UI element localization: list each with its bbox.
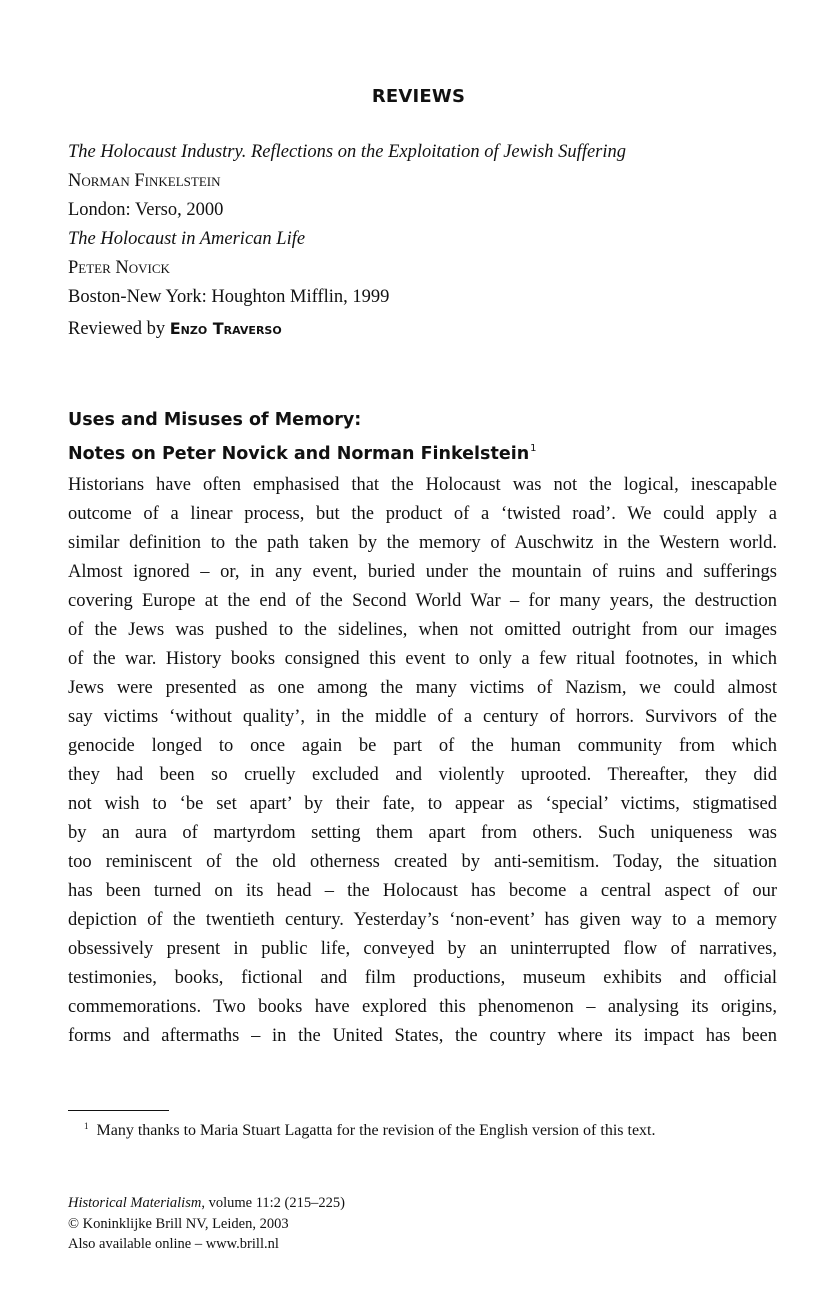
body-line: Almost ignored – or, in any event, buried under the mountain of ruins and sufferings xyxy=(68,562,777,582)
colophon xyxy=(68,1193,568,1255)
reviewer-name: Enzo Traverso xyxy=(169,319,282,338)
book-publication: London: Verso, 2000 xyxy=(68,200,224,220)
footnote-text: Many thanks to Maria Stuart Lagatta for the revision of the English version of this text. xyxy=(96,1122,656,1139)
book-citations xyxy=(68,140,778,346)
body-line: outcome of a linear process, but the product of a ‘twisted road’. We could apply a xyxy=(68,504,777,524)
reviewer-line xyxy=(68,317,778,346)
body-line: obsessively present in public life, conveyed by an uninterrupted flow of narratives, xyxy=(68,939,777,959)
body-line: Jews were presented as one among the many victims of Nazism, we could almost xyxy=(68,678,777,698)
article-title-line xyxy=(68,435,778,464)
book-title: The Holocaust Industry. Reflections on the Exploitation of Jewish Suffering xyxy=(68,142,627,162)
body-line: commemorations. Two books have explored this phenomenon – analysing its origins, xyxy=(68,997,777,1017)
article-title xyxy=(68,406,778,464)
book-publication: Boston-New York: Houghton Mifflin, 1999 xyxy=(68,287,390,307)
article-body xyxy=(68,471,777,1051)
body-line: similar definition to the path taken by the memory of Auschwitz in the Western world. xyxy=(68,533,777,553)
book-title: The Holocaust in American Life xyxy=(68,229,306,249)
journal-citation xyxy=(68,1193,568,1214)
body-line: depiction of the twentieth century. Yesterday’s ‘non-event’ has given way to a memory xyxy=(68,910,777,930)
body-line: say victims ‘without quality’, in the middle of a century of horrors. Survivors of the xyxy=(68,707,777,727)
footnote-marker[interactable]: 1 xyxy=(530,443,537,454)
body-line: of the war. History books consigned this event to only a few ritual footnotes, in which xyxy=(68,649,777,669)
body-line: covering Europe at the end of the Second World War – for many years, the destruction xyxy=(68,591,777,611)
journal-name: Historical Materialism xyxy=(68,1195,202,1211)
body-line: by an aura of martyrdom setting them apart from others. Such uniqueness was xyxy=(68,823,777,843)
article-title-line: Uses and Misuses of Memory: xyxy=(68,410,362,430)
journal-volume: , volume 11:2 (215–225) xyxy=(201,1195,345,1211)
footnote xyxy=(84,1121,784,1140)
body-line: forms and aftermaths – in the United States, the country where its impact has been xyxy=(68,1026,777,1046)
body-line: testimonies, books, fictional and film productions, museum exhibits and official xyxy=(68,968,777,988)
book-author: Norman Finkelstein xyxy=(68,171,221,191)
body-line: they had been so cruelly excluded and violently uprooted. Thereafter, they did xyxy=(68,765,777,785)
body-line: Historians have often emphasised that the Holocaust was not the logical, inescapable xyxy=(68,475,777,495)
body-line: of the Jews was pushed to the sidelines, when not omitted outright from our images xyxy=(68,620,777,640)
reviewer-prefix: Reviewed by xyxy=(68,319,166,339)
body-line: has been turned on its head – the Holocaust has become a central aspect of our xyxy=(68,881,777,901)
article-title-text: Notes on Peter Novick and Norman Finkelstein xyxy=(68,444,530,464)
section-heading: REVIEWS xyxy=(371,86,466,107)
copyright-line: © Koninklijke Brill NV, Leiden, 2003 xyxy=(68,1215,289,1232)
book-author: Peter Novick xyxy=(68,258,170,278)
footnote-divider xyxy=(68,1110,169,1111)
body-line: genocide longed to once again be part of the human community from which xyxy=(68,736,777,756)
online-availability: Also available online – www.brill.nl xyxy=(68,1236,279,1252)
body-line: too reminiscent of the old otherness created by anti-semitism. Today, the situation xyxy=(68,852,777,872)
body-line: not wish to ‘be set apart’ by their fate, to appear as ‘special’ victims, stigmatised xyxy=(68,794,777,814)
footnote-number: 1 xyxy=(84,1121,89,1131)
